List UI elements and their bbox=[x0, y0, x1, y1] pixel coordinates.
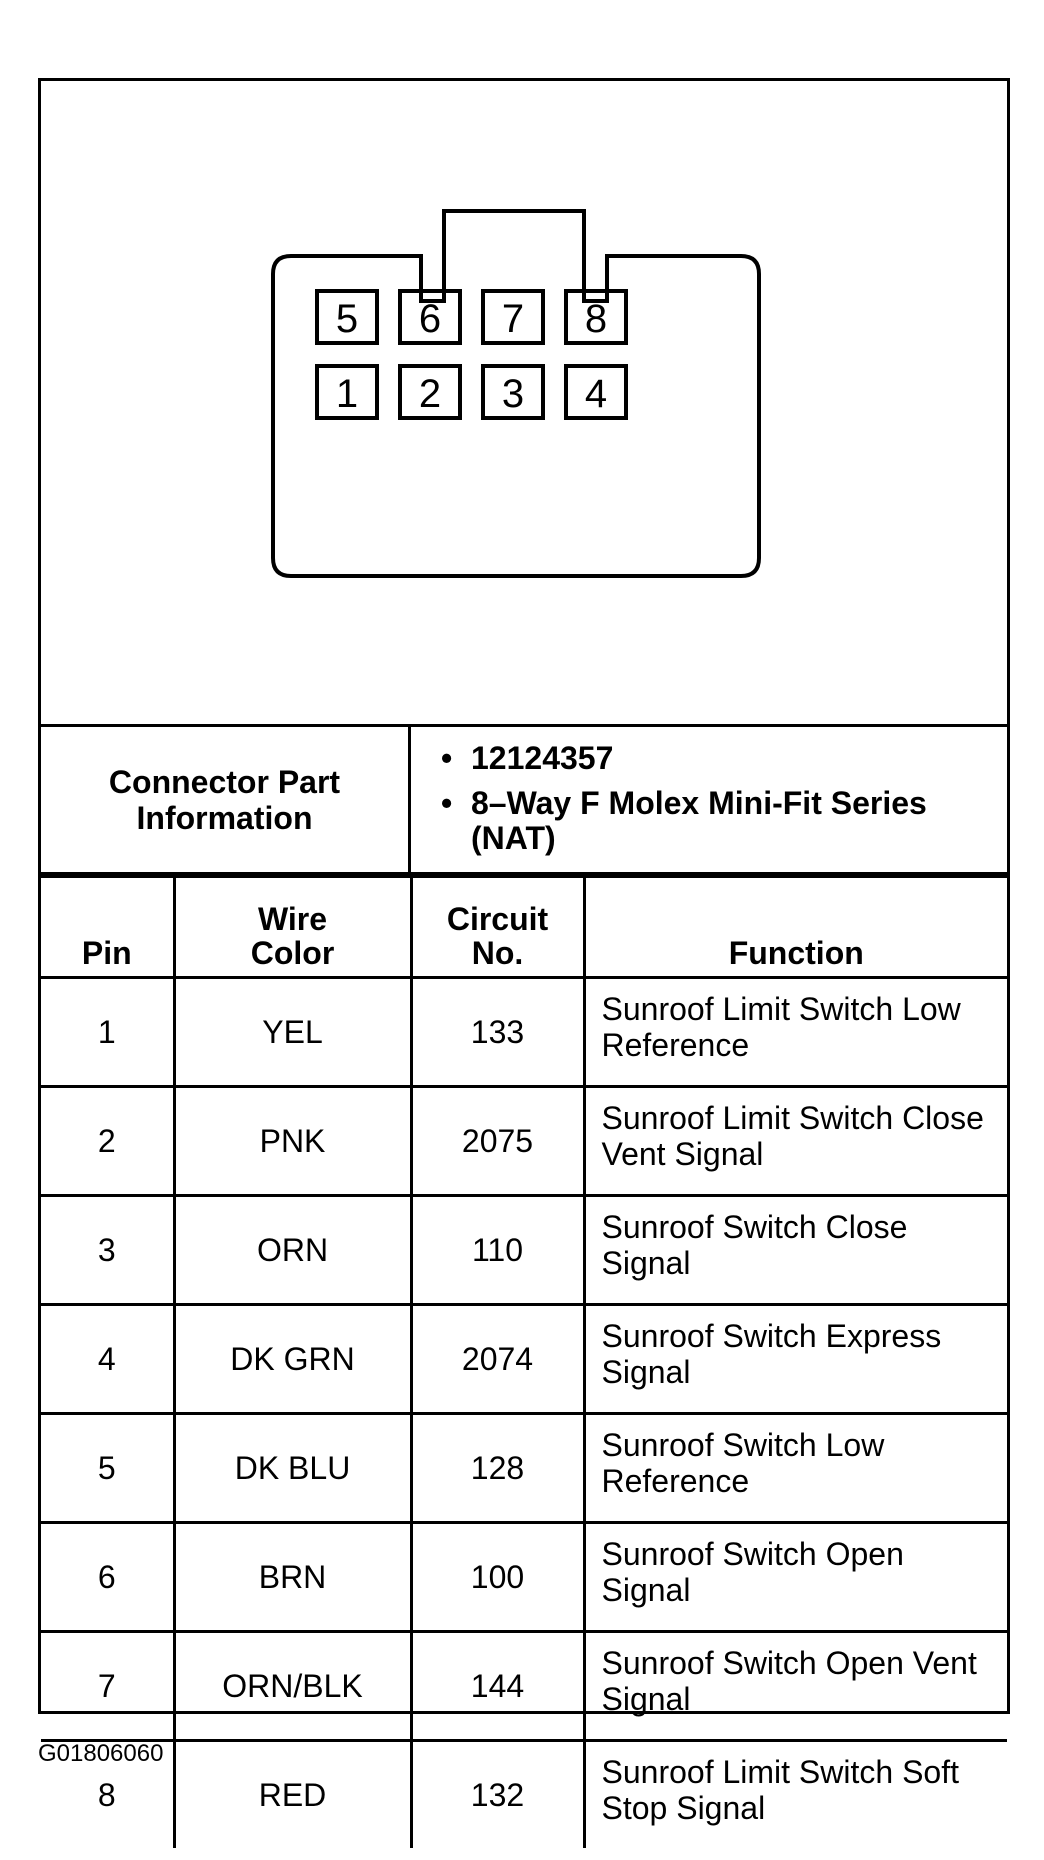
table-row bbox=[41, 1741, 1007, 1849]
circuit-number-cell: 110 bbox=[411, 1196, 584, 1305]
circuit-number-cell: 128 bbox=[411, 1414, 584, 1523]
connector-pin-cavity bbox=[400, 366, 460, 418]
function-header: Function bbox=[584, 877, 1007, 978]
pin-number-label: 5 bbox=[335, 297, 359, 341]
table-row bbox=[41, 1196, 1007, 1305]
connector-pin-cavity bbox=[566, 291, 626, 343]
wire-color-cell: DK GRN bbox=[174, 1305, 411, 1414]
function-cell: Sunroof Limit Switch Close Vent Signal bbox=[584, 1087, 1007, 1196]
circuit-number-cell: 144 bbox=[411, 1632, 584, 1741]
pin-cell: 3 bbox=[41, 1196, 174, 1305]
connector-part-information-row bbox=[41, 727, 1007, 875]
table-row bbox=[41, 978, 1007, 1087]
pin-number-label: 4 bbox=[584, 372, 608, 416]
connector-pin-cavity bbox=[566, 366, 626, 418]
pin-table bbox=[41, 875, 1007, 1848]
function-cell: Sunroof Switch Open Signal bbox=[584, 1523, 1007, 1632]
connector-pin-cavity bbox=[317, 291, 377, 343]
wire-color-cell: ORN/BLK bbox=[174, 1632, 411, 1741]
wire-color-cell: DK BLU bbox=[174, 1414, 411, 1523]
table-header-row bbox=[41, 877, 1007, 978]
connector-diagram bbox=[41, 81, 1007, 727]
connector-type-item: • 8–Way F Molex Mini-Fit Series (NAT) bbox=[441, 786, 1007, 856]
circuit-number-cell: 2075 bbox=[411, 1087, 584, 1196]
circuit-number-cell: 2074 bbox=[411, 1305, 584, 1414]
pin-number-label: 3 bbox=[501, 372, 525, 416]
wire-color-header: Wire Color bbox=[174, 877, 411, 978]
connector-part-information-label bbox=[41, 727, 411, 872]
connector-pin-cavity bbox=[317, 366, 377, 418]
table-row bbox=[41, 1414, 1007, 1523]
info-label-line1: Connector Part bbox=[108, 763, 341, 800]
wire-color-cell: BRN bbox=[174, 1523, 411, 1632]
pin-cell: 1 bbox=[41, 978, 174, 1087]
pin-number-label: 6 bbox=[418, 297, 442, 341]
function-cell: Sunroof Limit Switch Low Reference bbox=[584, 978, 1007, 1087]
connector-face-drawing bbox=[41, 81, 1007, 724]
pin-number-label: 7 bbox=[501, 297, 525, 341]
wire-color-cell: YEL bbox=[174, 978, 411, 1087]
pin-cell: 8 bbox=[41, 1741, 174, 1849]
part-number-item: • 12124357 bbox=[441, 741, 1007, 776]
function-cell: Sunroof Switch Express Signal bbox=[584, 1305, 1007, 1414]
pin-number-label: 2 bbox=[418, 372, 442, 416]
function-cell: Sunroof Switch Open Vent Signal bbox=[584, 1632, 1007, 1741]
table-row bbox=[41, 1523, 1007, 1632]
pin-cell: 5 bbox=[41, 1414, 174, 1523]
pin-header: Pin bbox=[41, 877, 174, 978]
connector-pin-cavity bbox=[483, 366, 543, 418]
function-cell: Sunroof Limit Switch Soft Stop Signal bbox=[584, 1741, 1007, 1849]
wire-color-cell: RED bbox=[174, 1741, 411, 1849]
circuit-number-header: Circuit No. bbox=[411, 877, 584, 978]
circuit-number-cell: 132 bbox=[411, 1741, 584, 1849]
circuit-number-cell: 133 bbox=[411, 978, 584, 1087]
pin-cell: 7 bbox=[41, 1632, 174, 1741]
function-cell: Sunroof Switch Close Signal bbox=[584, 1196, 1007, 1305]
pin-cell: 6 bbox=[41, 1523, 174, 1632]
function-cell: Sunroof Switch Low Reference bbox=[584, 1414, 1007, 1523]
pin-cell: 2 bbox=[41, 1087, 174, 1196]
table-row bbox=[41, 1087, 1007, 1196]
table-row bbox=[41, 1632, 1007, 1741]
table-row bbox=[41, 1305, 1007, 1414]
figure-id: G01806060 bbox=[38, 1740, 164, 1767]
wire-color-cell: PNK bbox=[174, 1087, 411, 1196]
pin-number-label: 8 bbox=[584, 297, 608, 341]
wire-color-cell: ORN bbox=[174, 1196, 411, 1305]
connector-part-list bbox=[411, 727, 1007, 872]
info-label-line2: Information bbox=[136, 799, 313, 836]
pin-number-label: 1 bbox=[335, 372, 359, 416]
pin-cell: 4 bbox=[41, 1305, 174, 1414]
circuit-number-cell: 100 bbox=[411, 1523, 584, 1632]
connector-pin-cavity bbox=[400, 291, 460, 343]
connector-pin-cavity bbox=[483, 291, 543, 343]
